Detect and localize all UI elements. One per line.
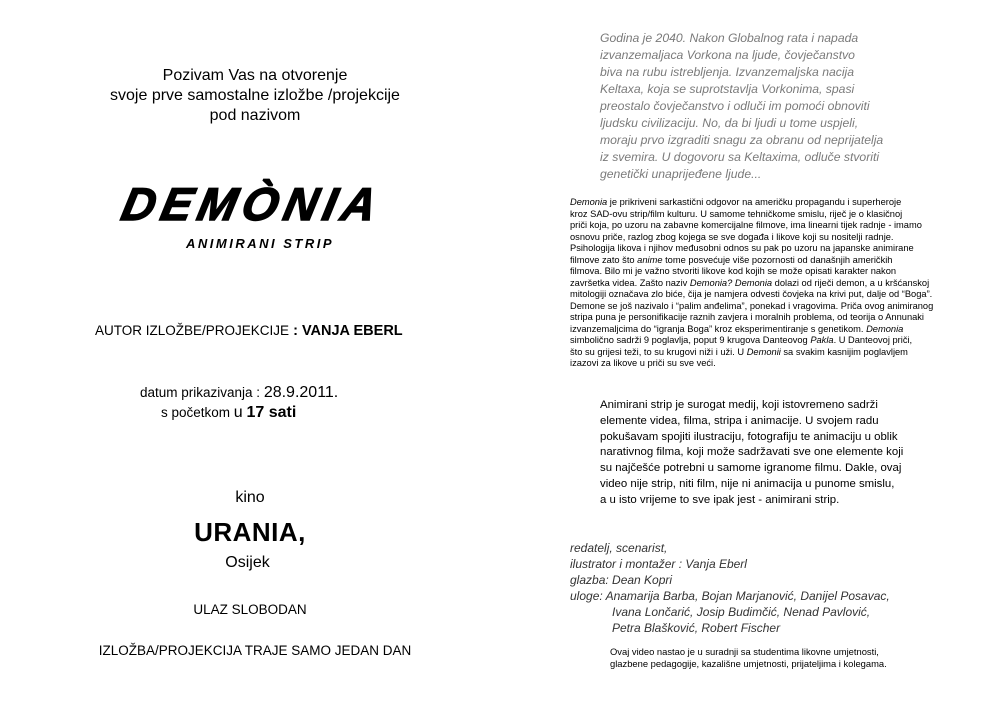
logo-subtitle: ANIMIRANI STRIP <box>186 236 334 251</box>
animated-strip-line: elemente videa, filma, stripa i animacije. U svojem radu <box>600 414 879 427</box>
about-text: što su grijesi teži, to su krugovi niži i uži. U <box>570 346 747 357</box>
author-name: VANJA EBERL <box>301 323 403 339</box>
about-line <box>570 255 933 267</box>
author-line <box>95 323 495 339</box>
about-text: Demone se još nazivalo i “palim anđelima”, ponekad i vragovima. Priča ovog animiranog <box>570 300 934 311</box>
about-line <box>570 324 933 336</box>
synopsis-line: genetički unaprijeđene ljude... <box>600 167 762 181</box>
animated-strip-paragraph <box>600 398 903 509</box>
animated-strip-line: Animirani strip je surogat medij, koji istovremeno sadrži <box>600 399 878 411</box>
venue-name: URANIA, <box>194 517 306 547</box>
about-text: kroz SAD-ovu strip/film kulturu. U samome tehničkome smislu, riječ je o klasičnoj <box>570 208 903 219</box>
duration-note: IZLOŽBA/PROJEKCIJA TRAJE SAMO JEDAN DAN <box>98 643 412 658</box>
about-line <box>570 312 933 324</box>
venue-city: Osijek <box>225 554 270 571</box>
synopsis-line: ljudsku civilizaciju. No, da bi ljudi u tome uspjeli, <box>600 116 859 130</box>
demonia-logo <box>95 168 405 258</box>
thanks-line: glazbene pedagogije, kazališne umjetnosti, prijateljima i kolegama. <box>610 658 887 669</box>
about-emphasis: Pakla <box>810 335 834 345</box>
synopsis-line: Keltaxa, koja se suprotstavlja Vorkonima, spasi <box>600 82 855 96</box>
date-value: 28.9.2011. <box>263 384 339 401</box>
about-text: izvanzemaljcima do “igranja Boga” kroz eksperimentiranje s genetikom. <box>570 323 867 334</box>
about-line <box>570 266 933 278</box>
about-text: je prikriveni sarkastični odgovor na američku propagandu i superheroje <box>607 197 902 207</box>
credit-line: glazba: Dean Kopri <box>570 573 673 587</box>
credits <box>570 540 890 636</box>
start-u: u <box>233 404 243 421</box>
about-text: dolazi od riječi demon, a u kršćanskoj <box>772 277 930 288</box>
thanks-note <box>610 646 887 670</box>
entry-note: ULAZ SLOBODAN <box>193 602 307 617</box>
about-text: završetka videa. Zašto naziv <box>570 277 690 288</box>
credit-line: redatelj, scenarist, <box>570 541 668 555</box>
about-text: tome posvećuje više pozornosti od današnjih američkih <box>662 254 893 265</box>
about-text: . U Danteovoj priči, <box>833 335 913 345</box>
synopsis-line: izvanzemaljaca Vorkona na ljude, čovječanstvo <box>600 48 855 62</box>
screening-start <box>161 404 491 422</box>
about-line <box>570 335 933 347</box>
description-panel <box>540 0 1000 705</box>
about-line <box>570 197 933 209</box>
venue-kino: kino <box>235 489 265 506</box>
credit-line: ilustrator i montažer : Vanja Eberl <box>570 557 747 571</box>
about-text: filmova. Bilo mi je važno stvoriti likove kod kojih se može opisati karakter nakon <box>570 266 897 276</box>
start-time: 17 sati <box>246 404 297 421</box>
date-label: datum prikazivanja : <box>140 385 264 400</box>
about-line <box>570 347 933 359</box>
about-line <box>570 278 933 290</box>
synopsis-line: iz svemira. U dogovoru sa Keltaxima, odluče stvoriti <box>600 150 880 164</box>
invitation-text <box>0 66 510 126</box>
about-line <box>570 220 933 232</box>
about-text: izazovi za likove u priči su sve veći. <box>570 358 716 368</box>
animated-strip-line: a u isto vrijeme to sve ipak jest - animirani strip. <box>600 493 840 506</box>
about-line <box>570 243 933 255</box>
about-text: filmove zato što <box>570 254 638 265</box>
synopsis-line: moraju prvo izgraditi snagu za obranu od neprijatelja <box>600 133 884 147</box>
start-label: s početkom <box>161 405 234 420</box>
about-text: osnovu priče, razlog zbog kojega se sve događa i likove koji su nositelji radnje. <box>570 231 894 242</box>
about-line <box>570 289 933 301</box>
invite-line: Pozivam Vas na otvorenje <box>162 67 348 84</box>
logo-title: DEMÒNIA <box>117 178 388 230</box>
about-text: priči koja, po uzoru na zabavne komercijalne filmove, ima linearni tijek radnje - imamo <box>570 220 922 230</box>
about-emphasis: anime <box>637 254 663 265</box>
about-emphasis: Demonia <box>866 323 904 334</box>
about-text: Psihologija likova i njihov međusobni odnos su pak po uzoru na japanske animirane <box>570 243 914 253</box>
about-line <box>570 358 933 370</box>
invite-line: pod nazivom <box>209 107 301 124</box>
synopsis-line: Godina je 2040. Nakon Globalnog rata i napada <box>600 31 859 45</box>
invite-line: svoje prve samostalne izložbe /projekcije <box>110 87 400 104</box>
author-sep: : <box>289 323 302 339</box>
credit-line: uloge: Anamarija Barba, Bojan Marjanović, Danijel Posavac, <box>570 589 890 603</box>
about-emphasis: Demonia <box>732 277 773 288</box>
demonia-logo-art <box>95 168 405 258</box>
synopsis <box>600 30 883 183</box>
synopsis-line: biva na rubu istrebljenja. Izvanzemaljska nacija <box>600 65 855 79</box>
animated-strip-line: narativnog filma, koji može sadržavati sve one elemente koji <box>600 446 904 459</box>
about-emphasis: Demonii <box>746 346 781 357</box>
thanks-line: Ovaj video nastao je u suradnji sa studentima likovne umjetnosti, <box>610 646 879 657</box>
author-label: AUTOR IZLOŽBE/PROJEKCIJE <box>95 323 290 338</box>
about-emphasis: Demonia? <box>689 277 733 288</box>
credit-line: Ivana Lončarić, Josip Budimčić, Nenad Pavlović, <box>612 605 871 619</box>
about-text: mitologiji označava zlo biće, čija je namjera odvesti čovjeka na krivi put, dalje od “Boga”. <box>570 289 933 299</box>
synopsis-line: preostalo čovječanstvo i odluči im pomoći obnoviti <box>600 99 870 113</box>
screening-date <box>140 384 500 402</box>
about-text: stripa puna je personifikacije raznih zavjera i moralnih problema, od teorija o Annunaki <box>570 312 924 322</box>
about-text: simbolično sadrži 9 poglavlja, poput 9 krugova Danteovog <box>570 335 811 345</box>
about-emphasis: Demonia <box>570 197 608 207</box>
animated-strip-line: pokušavam spojiti ilustraciju, fotografiju te animaciju u oblik <box>600 430 898 443</box>
animated-strip-line: video nije strip, niti film, nije ni animacija u punome smislu, <box>600 477 895 490</box>
about-text: sa svakim kasnijim poglavljem <box>780 346 908 357</box>
credit-line: Petra Blašković, Robert Fischer <box>612 621 781 635</box>
about-paragraph <box>570 197 933 370</box>
about-line <box>570 209 933 221</box>
about-line <box>570 301 933 313</box>
about-line <box>570 232 933 244</box>
animated-strip-line: su najčešće potrebni u samome igranome filmu. Dakle, ovaj <box>600 462 902 475</box>
